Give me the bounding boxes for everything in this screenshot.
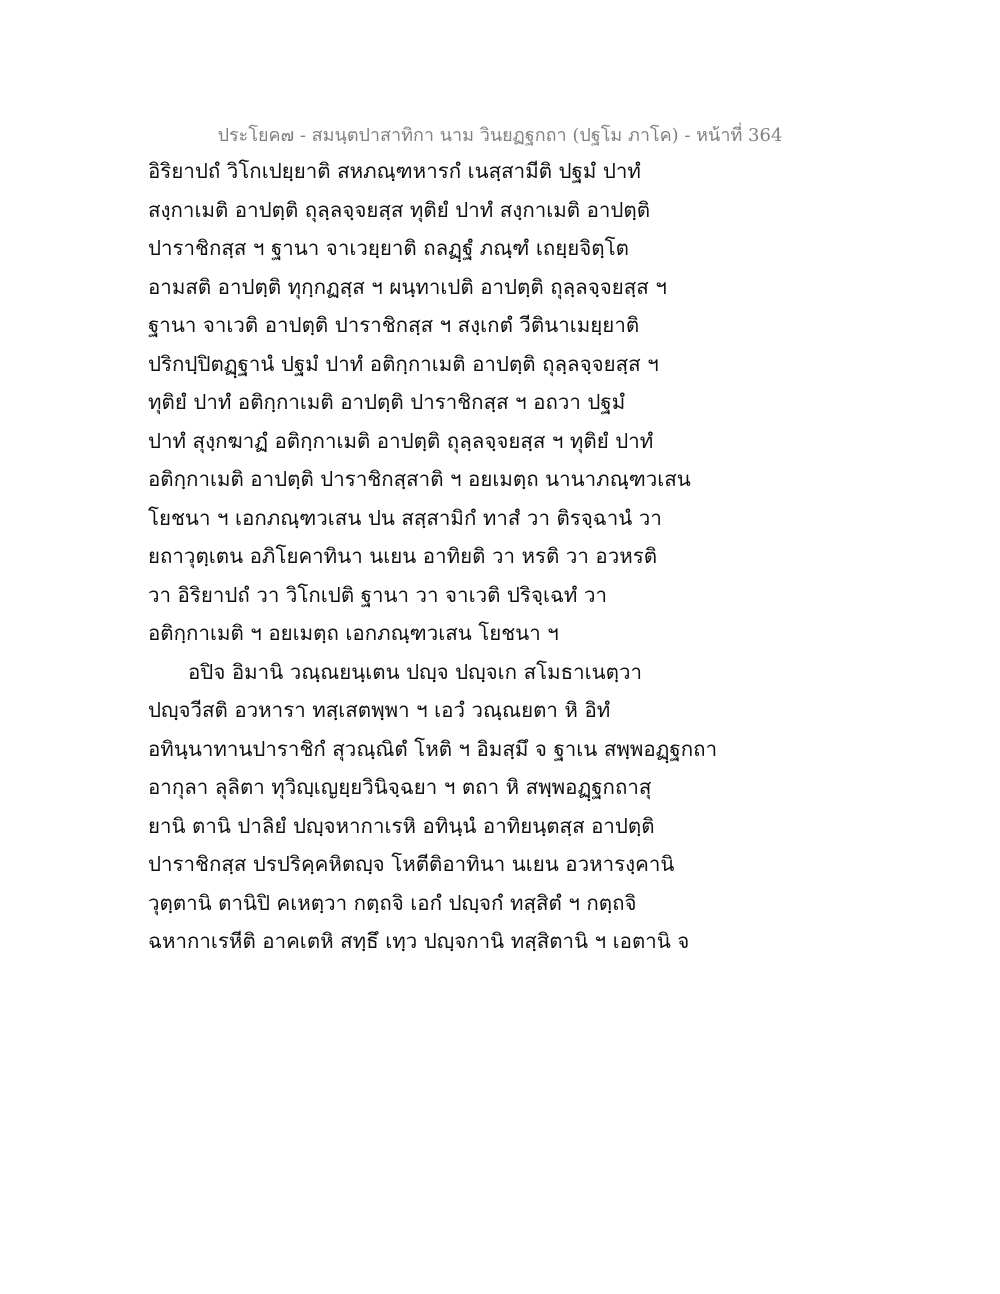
text-line: สงฺกาเมติ อาปตฺติ ถุลฺลจฺจยสฺส ทุติยํ ปาทํ สงฺกาเมติ อาปตฺติ xyxy=(148,197,651,222)
text-line: ปาราชิกสฺส ปรปริคฺคหิตญฺจ โหตีติอาทินา นเยน อวหารงฺคานิ xyxy=(148,852,675,876)
text-line: ฐานา จาเวติ อาปตฺติ ปาราชิกสฺส ฯ สงฺเกตํ วีตินาเมยฺยาติ xyxy=(148,313,640,337)
text-line: ทุติยํ ปาทํ อติกฺกาเมติ อาปตฺติ ปาราชิกสฺส ฯ อถวา ปฐมํ xyxy=(148,390,626,414)
text-line: อิริยาปถํ วิโกเปยฺยาติ สหภณฺฑหารกํ เนสฺสามีติ ปฐมํ ปาทํ xyxy=(148,159,641,183)
text-line: โยชนา ฯ เอกภณฺฑวเสน ปน สสฺสามิกํ ทาสํ วา ติรจฺฉานํ วา xyxy=(148,505,662,530)
text-line: ปญฺจวีสติ อวหารา ทสฺเสตพฺพา ฯ เอวํ วณฺณยตา หิ อิทํ xyxy=(148,698,611,722)
text-line: วา อิริยาปถํ วา วิโกเปติ ฐานา วา จาเวติ ปริจฺเฉทํ วา xyxy=(148,582,607,607)
body-text xyxy=(148,152,718,961)
text-line: ปริกปฺปิตฏฺฐานํ ปฐมํ ปาทํ อติกฺกาเมติ อาปตฺติ ถุลฺลจฺจยสฺส ฯ xyxy=(148,351,659,376)
text-line: อติกฺกาเมติ อาปตฺติ ปาราชิกสฺสาติ ฯ อยเมตฺถ นานาภณฺฑวเสน xyxy=(148,467,691,491)
paragraph-first-line: อปิจ อิมานิ วณฺณยนฺเตน ปญฺจ ปญฺจเก สโมธาเนตฺวา xyxy=(188,659,642,684)
text-line: อามสติ อาปตฺติ ทุกฺกฏสฺส ฯ ผนฺทาเปติ อาปตฺติ ถุลฺลจฺจยสฺส ฯ xyxy=(148,274,667,299)
page-header: ประโยค๗ - สมนฺตปาสาทิกา นาม วินยฏฐกถา (ปฐโม ภาโค) - หน้าที่ 364 xyxy=(217,125,783,146)
text-line: ยถาวุตฺเตน อภิโยคาทินา นเยน อาทิยติ วา หรติ วา อวหรติ xyxy=(148,544,658,568)
text-line: อทินฺนาทานปาราชิกํ สุวณฺณิตํ โหติ ฯ อิมสฺมึ จ ฐาเน สพฺพอฏฺฐกถา xyxy=(148,736,718,761)
text-line: ยานิ ตานิ ปาลิยํ ปญฺจหากาเรหิ อทินฺนํ อาทิยนฺตสฺส อาปตฺติ xyxy=(148,813,655,838)
text-line: อติกฺกาเมติ ฯ อยเมตฺถ เอกภณฺฑวเสน โยชนา ฯ xyxy=(148,621,559,645)
text-line: ปาทํ สุงฺกฆาฏํ อติกฺกาเมติ อาปตฺติ ถุลฺลจฺจยสฺส ฯ ทุติยํ ปาทํ xyxy=(148,428,654,453)
text-line: วุตฺตานิ ตานิปิ คเหตฺวา กตฺถจิ เอกํ ปญฺจกํ ทสฺสิตํ ฯ กตฺถจิ xyxy=(148,890,637,915)
text-line: ฉหากาเรหีติ อาคเตหิ สทฺธึ เทฺว ปญฺจกานิ ทสฺสิตานิ ฯ เอตานิ จ xyxy=(148,929,690,953)
text-line: อากุลา ลุลิตา ทุวิญฺเญยฺยวินิจฺฉยา ฯ ตถา หิ สพฺพอฏฺฐกถาสุ xyxy=(148,775,652,799)
text-line: ปาราชิกสฺส ฯ ฐานา จาเวยฺยาติ ถลฏฺฐํ ภณฺฑํ เถยฺยจิตฺโต xyxy=(148,236,629,260)
